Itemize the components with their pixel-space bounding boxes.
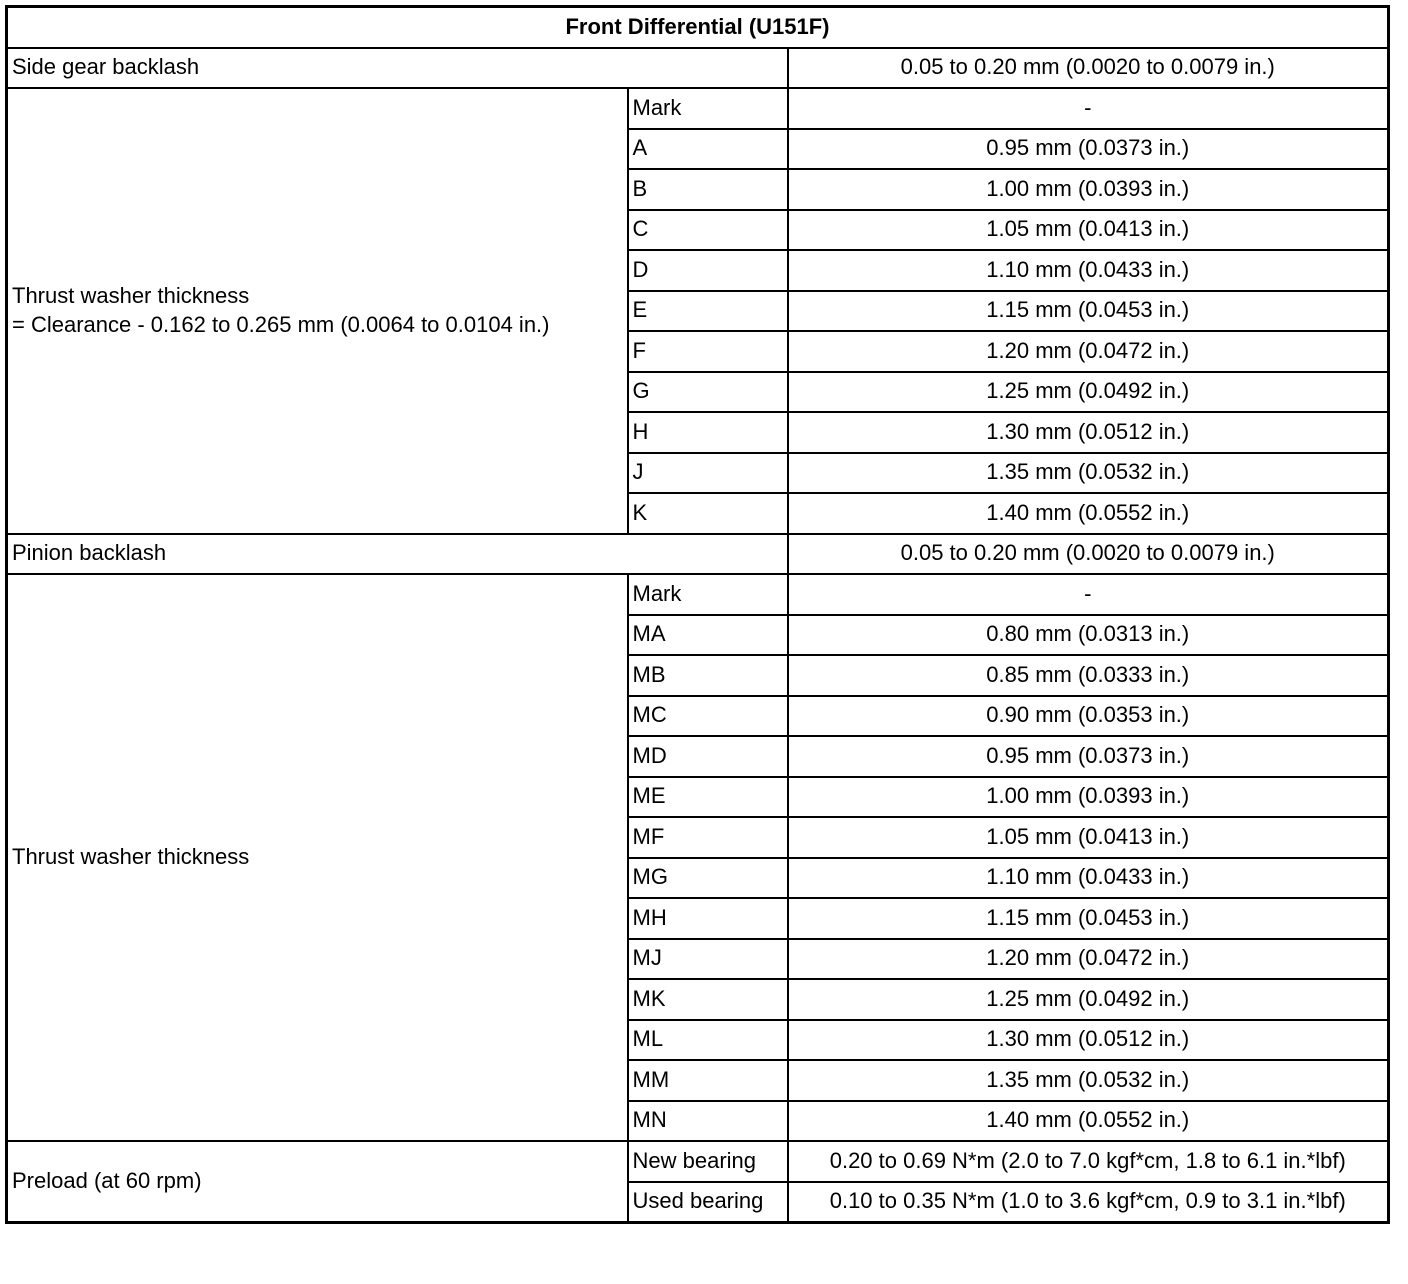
- side-thrust-washer-value: -: [788, 88, 1389, 129]
- pinion-thrust-washer-value: -: [788, 574, 1389, 615]
- pinion-thrust-washer-mark: MH: [628, 898, 788, 939]
- side-thrust-washer-value: 1.25 mm (0.0492 in.): [788, 372, 1389, 413]
- side-thrust-washer-value: 1.35 mm (0.0532 in.): [788, 453, 1389, 494]
- pinion-thrust-washer-mark: MK: [628, 979, 788, 1020]
- pinion-thrust-washer-value: 0.95 mm (0.0373 in.): [788, 736, 1389, 777]
- table-title: Front Differential (U151F): [7, 7, 1389, 48]
- pinion-thrust-washer-value: 0.80 mm (0.0313 in.): [788, 615, 1389, 656]
- side-gear-backlash-label: Side gear backlash: [7, 48, 788, 89]
- side-thrust-washer-label-line: = Clearance - 0.162 to 0.265 mm (0.0064 to 0.0104 in.): [12, 311, 550, 337]
- pinion-thrust-washer-value: 1.20 mm (0.0472 in.): [788, 939, 1389, 980]
- preload-condition: Used bearing: [628, 1182, 788, 1223]
- pinion-thrust-washer-mark: MF: [628, 817, 788, 858]
- pinion-thrust-washer-value: 1.40 mm (0.0552 in.): [788, 1101, 1389, 1142]
- pinion-thrust-washer-value: 0.90 mm (0.0353 in.): [788, 696, 1389, 737]
- preload-row: [7, 1141, 1389, 1182]
- pinion-thrust-washer-mark: MG: [628, 858, 788, 899]
- side-thrust-washer-mark: D: [628, 250, 788, 291]
- pinion-thrust-washer-value: 1.15 mm (0.0453 in.): [788, 898, 1389, 939]
- side-thrust-washer-value: 1.40 mm (0.0552 in.): [788, 493, 1389, 534]
- side-thrust-washer-row: [7, 88, 1389, 129]
- side-gear-backlash-row: [7, 48, 1389, 89]
- pinion-thrust-washer-value: 1.35 mm (0.0532 in.): [788, 1060, 1389, 1101]
- side-thrust-washer-value: 1.00 mm (0.0393 in.): [788, 169, 1389, 210]
- pinion-thrust-washer-value: 1.30 mm (0.0512 in.): [788, 1020, 1389, 1061]
- side-thrust-washer-mark: G: [628, 372, 788, 413]
- pinion-thrust-washer-value: 1.25 mm (0.0492 in.): [788, 979, 1389, 1020]
- side-thrust-washer-value: 0.95 mm (0.0373 in.): [788, 129, 1389, 170]
- preload-value: 0.20 to 0.69 N*m (2.0 to 7.0 kgf*cm, 1.8 to 6.1 in.*lbf): [788, 1141, 1389, 1182]
- side-thrust-washer-value: 1.20 mm (0.0472 in.): [788, 331, 1389, 372]
- side-thrust-washer-mark: J: [628, 453, 788, 494]
- side-gear-backlash-value: 0.05 to 0.20 mm (0.0020 to 0.0079 in.): [788, 48, 1389, 89]
- side-thrust-washer-value: 1.30 mm (0.0512 in.): [788, 412, 1389, 453]
- side-thrust-washer-mark: C: [628, 210, 788, 251]
- pinion-thrust-washer-mark: ML: [628, 1020, 788, 1061]
- pinion-thrust-washer-row: [7, 574, 1389, 615]
- pinion-backlash-row: [7, 534, 1389, 575]
- side-thrust-washer-mark: E: [628, 291, 788, 332]
- preload-condition: New bearing: [628, 1141, 788, 1182]
- pinion-thrust-washer-mark: MB: [628, 655, 788, 696]
- pinion-thrust-washer-label: [7, 574, 628, 1141]
- side-thrust-washer-mark: F: [628, 331, 788, 372]
- side-thrust-washer-label: [7, 88, 628, 534]
- pinion-thrust-washer-value: 1.10 mm (0.0433 in.): [788, 858, 1389, 899]
- side-thrust-washer-label-line: Thrust washer thickness: [12, 283, 250, 309]
- pinion-thrust-washer-mark: MM: [628, 1060, 788, 1101]
- side-thrust-washer-mark: Mark: [628, 88, 788, 129]
- pinion-backlash-value: 0.05 to 0.20 mm (0.0020 to 0.0079 in.): [788, 534, 1389, 575]
- preload-value: 0.10 to 0.35 N*m (1.0 to 3.6 kgf*cm, 0.9 to 3.1 in.*lbf): [788, 1182, 1389, 1223]
- side-thrust-washer-mark: B: [628, 169, 788, 210]
- side-thrust-washer-value: 1.05 mm (0.0413 in.): [788, 210, 1389, 251]
- pinion-thrust-washer-value: 1.05 mm (0.0413 in.): [788, 817, 1389, 858]
- pinion-thrust-washer-mark: MD: [628, 736, 788, 777]
- pinion-thrust-washer-mark: ME: [628, 777, 788, 818]
- spec-table: [5, 5, 1390, 1224]
- pinion-thrust-washer-value: 1.00 mm (0.0393 in.): [788, 777, 1389, 818]
- pinion-thrust-washer-mark: MC: [628, 696, 788, 737]
- title-row: [7, 7, 1389, 48]
- pinion-backlash-label: Pinion backlash: [7, 534, 788, 575]
- pinion-thrust-washer-mark: MN: [628, 1101, 788, 1142]
- side-thrust-washer-mark: H: [628, 412, 788, 453]
- pinion-thrust-washer-mark: MJ: [628, 939, 788, 980]
- pinion-thrust-washer-value: 0.85 mm (0.0333 in.): [788, 655, 1389, 696]
- side-thrust-washer-mark: K: [628, 493, 788, 534]
- side-thrust-washer-mark: A: [628, 129, 788, 170]
- pinion-thrust-washer-mark: MA: [628, 615, 788, 656]
- side-thrust-washer-value: 1.15 mm (0.0453 in.): [788, 291, 1389, 332]
- preload-label: Preload (at 60 rpm): [7, 1141, 628, 1223]
- side-thrust-washer-value: 1.10 mm (0.0433 in.): [788, 250, 1389, 291]
- pinion-thrust-washer-mark: Mark: [628, 574, 788, 615]
- pinion-thrust-washer-label-line: Thrust washer thickness: [12, 844, 250, 870]
